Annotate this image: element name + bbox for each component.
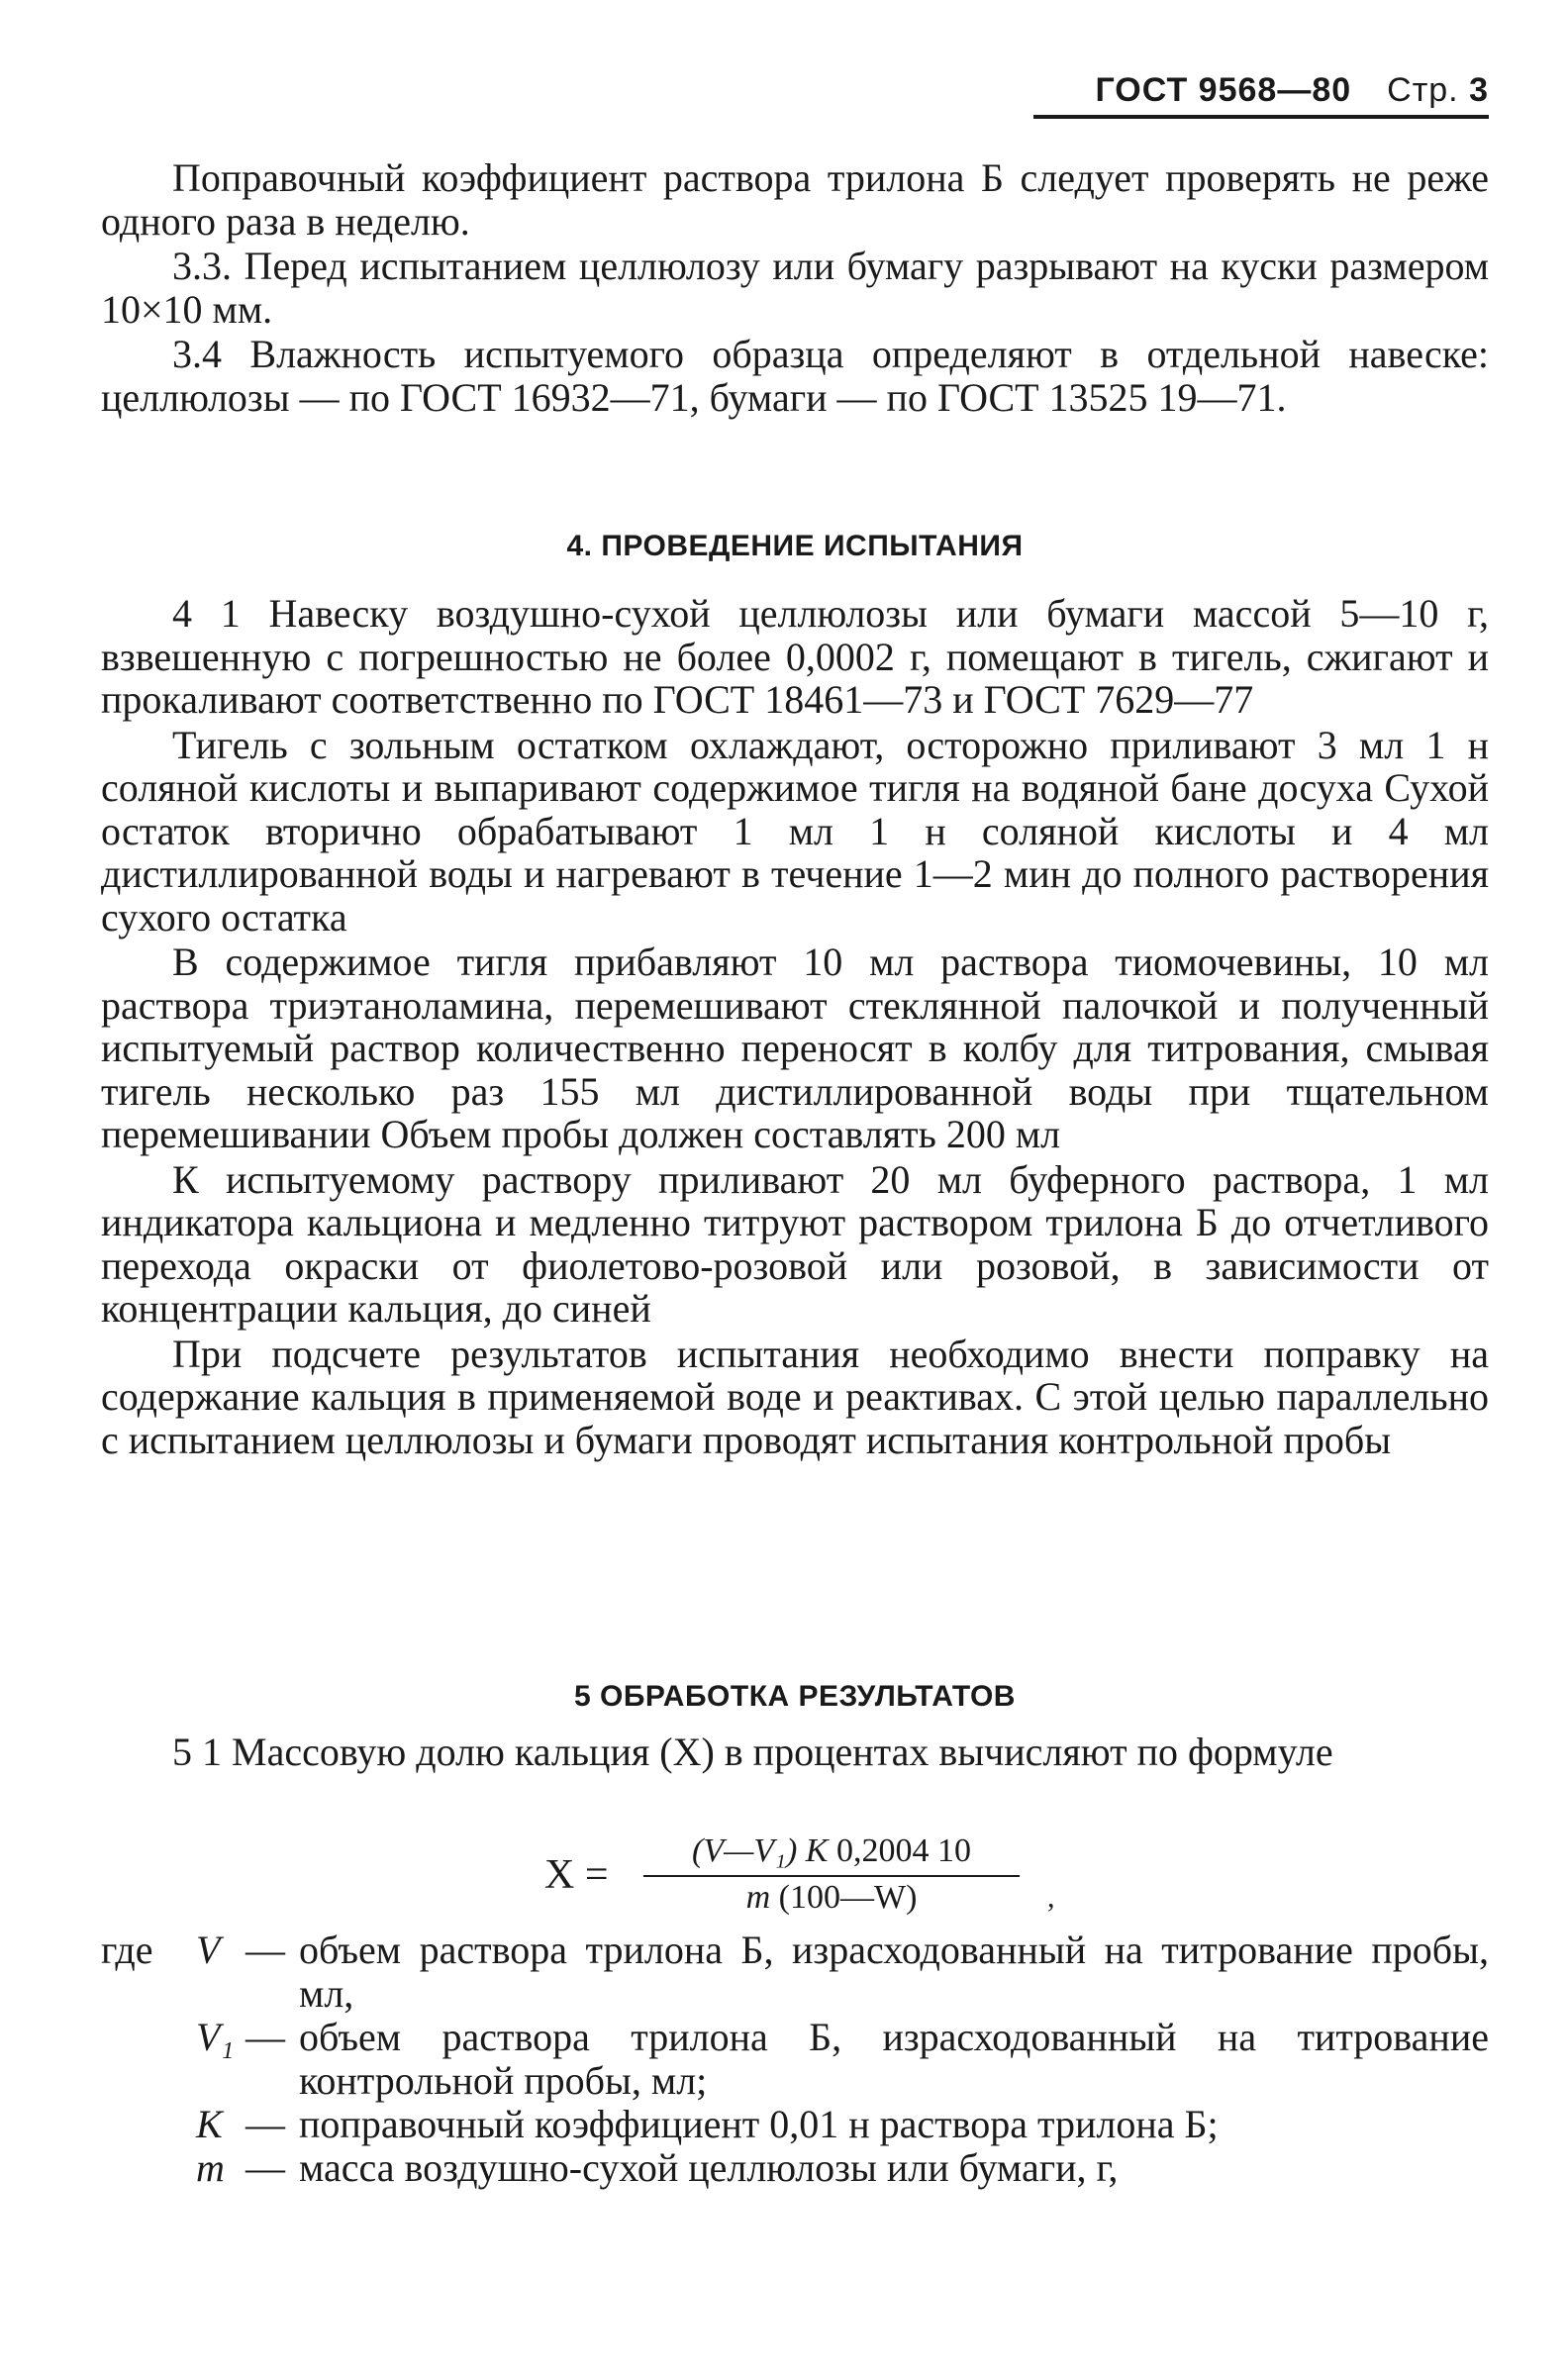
- definition-item: [101, 2103, 1489, 2146]
- page-prefix: Стр.: [1387, 71, 1459, 109]
- definition-symbol: V₁: [196, 2015, 235, 2059]
- standard-number: ГОСТ 9568—80: [1095, 71, 1352, 109]
- paragraph-crucible-residue: Тигель с зольным остатком охлаждают, осторожно приливают 3 мл 1 н соляной кислоты и выпаривают содержимое тигля на водяной бане досуха Сухой остаток вторично обрабатывают 1 мл 1 н соляной кислоты и 4 мл дистиллированной воды и нагревают в течение 1—2 мин до полного растворения сухого остатка: [101, 722, 1489, 940]
- definition-text: объем раствора трилона Б, израсходованный на титрование контрольной пробы, мл;: [299, 2015, 1489, 2103]
- section-5: [101, 1675, 1489, 1719]
- variable-definitions: [101, 1929, 1489, 2190]
- section-5-body: [101, 1731, 1489, 1774]
- definition-symbol: K: [196, 2102, 223, 2146]
- definition-symbol: V: [196, 1928, 221, 1972]
- definition-dash: —: [245, 2145, 285, 2190]
- definition-item: [101, 2016, 1489, 2103]
- definition-dash: —: [245, 2015, 285, 2059]
- section-4-body: [101, 592, 1489, 1461]
- paragraph-3-4: 3.4 Влажность испытуемого образца определяют в отдельной навеске: целлюлозы — по ГОСТ 16932—71, бумаги — по ГОСТ 13525 19—71.: [101, 332, 1489, 420]
- paragraph-5-1: 5 1 Массовую долю кальция (Х) в процентах вычисляют по формуле: [172, 1730, 1333, 1774]
- definition-symbol: m: [196, 2145, 225, 2190]
- formula-comma: ,: [1047, 1881, 1055, 1914]
- page-number: 3: [1469, 71, 1489, 109]
- definitions-lead: где: [101, 1928, 153, 1972]
- intro-block: [101, 156, 1489, 419]
- definition-item: [101, 2146, 1489, 2190]
- section-heading-5: 5 ОБРАБОТКА РЕЗУЛЬТАТОВ: [574, 1680, 1016, 1713]
- formula-numerator: [643, 1830, 1020, 1873]
- definition-text: поправочный коэффициент 0,01 н раствора трилона Б;: [299, 2102, 1219, 2146]
- paragraph-titration: К испытуемому раствору приливают 20 мл буферного раствора, 1 мл индикатора кальциона и медленно титруют раствором трилона Б до отчетливого перехода окраски от фиолетово-розовой или розовой, в зависимости от концентрации кальция, до синей: [101, 1156, 1489, 1331]
- section-heading-4: 4. ПРОВЕДЕНИЕ ИСПЫТАНИЯ: [566, 530, 1024, 562]
- numerator-constants: 0,2004 10: [835, 1832, 971, 1869]
- page-header: [1033, 65, 1489, 119]
- definition-text: объем раствора трилона Б, израсходованный на титрование пробы, мл,: [299, 1928, 1489, 2016]
- numerator-variables: (V—V₁) K: [692, 1832, 829, 1869]
- paragraph-4-1: 4 1 Навеску воздушно-сухой целлюлозы или бумаги массой 5—10 г, взвешенную с погрешностью не более 0,0002 г, помещают в тигель, сжигают и прокаливают соответственно по ГОСТ 18461—73 и ГОСТ 7629—77: [101, 591, 1489, 722]
- denominator-rest: (100—W): [778, 1879, 918, 1916]
- formula-fraction: [643, 1830, 1020, 1919]
- denominator-mass: m: [745, 1879, 771, 1916]
- formula-lhs: Х =: [544, 1852, 609, 1898]
- paragraph-reagents: В содержимое тигля прибавляют 10 мл раствора тиомочевины, 10 мл раствора триэтаноламина, перемешивают стеклянной палочкой и полученный испытуемый раствор количественно переносят в колбу для титрования, смывая тигель несколько раз 155 мл дистиллированной воды при тщательном перемешивании Объем пробы должен составлять 200 мл: [101, 940, 1489, 1156]
- section-4: [101, 525, 1489, 568]
- definition-dash: —: [245, 2102, 285, 2146]
- paragraph-correction: При подсчете результатов испытания необходимо внести поправку на содержание кальция в применяемой воде и реактивах. С этой целью параллельно с испытанием целлюлозы и бумаги проводят испытания контрольной пробы: [101, 1331, 1489, 1462]
- page-number-label: [1387, 65, 1489, 115]
- paragraph-3-3: 3.3. Перед испытанием целлюлозу или бумагу разрывают на куски размером 10×10 мм.: [101, 244, 1489, 332]
- calcium-formula: [544, 1830, 1099, 1929]
- formula-denominator: [643, 1877, 1020, 1919]
- definition-item: [101, 1929, 1489, 2016]
- definition-dash: —: [245, 1928, 285, 1972]
- definition-text: масса воздушно-сухой целлюлозы или бумаги, г,: [299, 2145, 1119, 2190]
- paragraph-coefficient-check: Поправочный коэффициент раствора трилона Б следует проверять не реже одного раза в неделю.: [101, 155, 1489, 244]
